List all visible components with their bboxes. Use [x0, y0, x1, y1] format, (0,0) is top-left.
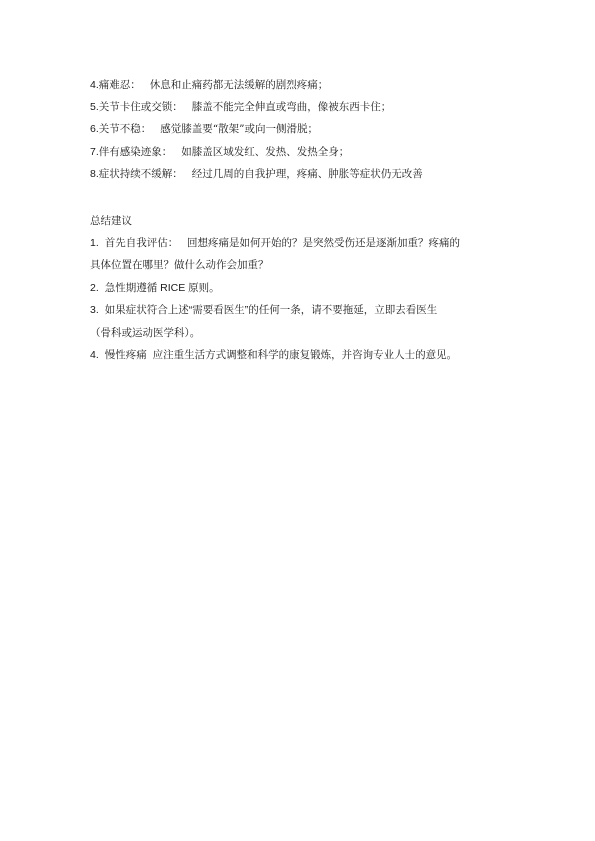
summary-item: [90, 299, 515, 344]
item-number: 3.: [90, 304, 99, 317]
item-label: 痛难忍：: [98, 79, 141, 91]
item-number: 7.: [90, 145, 99, 158]
item-text-line: 如果症状符合上述“需要看医生”的任何一条，请不要拖延，立即去看医生: [104, 304, 438, 317]
list-item: [90, 141, 530, 163]
item-number: 4.: [90, 79, 99, 91]
item-label: 关节不稳：: [98, 123, 152, 136]
item-text-line: 首先自我评估： 回想疼痛是如何开始的？是突然受伤还是逐渐加重？疼痛的: [104, 237, 461, 249]
item-text: 如膝盖区域发红、发热、发热全身；: [181, 145, 350, 158]
list-item: [90, 74, 530, 96]
item-number: 4.: [90, 349, 99, 362]
item-text-line: 慢性疼痛 应注重生活方式调整和科学的康复锻炼，并咨询专业人士的意见。: [104, 349, 458, 362]
item-text: 感觉膝盖要“散架”或向一侧滑脱；: [160, 123, 319, 136]
item-number: 6.: [90, 123, 99, 136]
item-label: 关节卡住或交锁：: [98, 101, 183, 114]
warning-signs-list: [90, 74, 530, 185]
summary-item: [90, 277, 515, 299]
summary-section: [90, 210, 515, 366]
section-heading: 总结建议: [90, 215, 132, 227]
item-text-line: 急性期遵循 RICE 原则。: [104, 281, 220, 294]
item-text: 休息和止痛药都无法缓解的剧烈疼痛；: [149, 79, 329, 91]
item-number: 2.: [90, 281, 99, 294]
item-text: 经过几周的自我护理，疼痛、肿胀等症状仍无改善: [191, 167, 423, 180]
item-number: 5.: [90, 101, 99, 114]
item-number: 8.: [90, 167, 99, 180]
list-item: [90, 96, 530, 118]
item-number: 1.: [90, 237, 99, 249]
item-text-line: （骨科或运动医学科）。: [90, 326, 201, 339]
item-text-line: 具体位置在哪里？做什么动作会加重？: [90, 259, 269, 272]
item-label: 伴有感染迹象：: [98, 145, 173, 158]
summary-item: [90, 232, 515, 277]
list-item: [90, 163, 530, 185]
item-text: 膝盖不能完全伸直或弯曲，像被东西卡住；: [191, 101, 392, 114]
summary-item: [90, 344, 515, 366]
item-label: 症状持续不缓解：: [98, 167, 183, 180]
list-item: [90, 118, 530, 140]
